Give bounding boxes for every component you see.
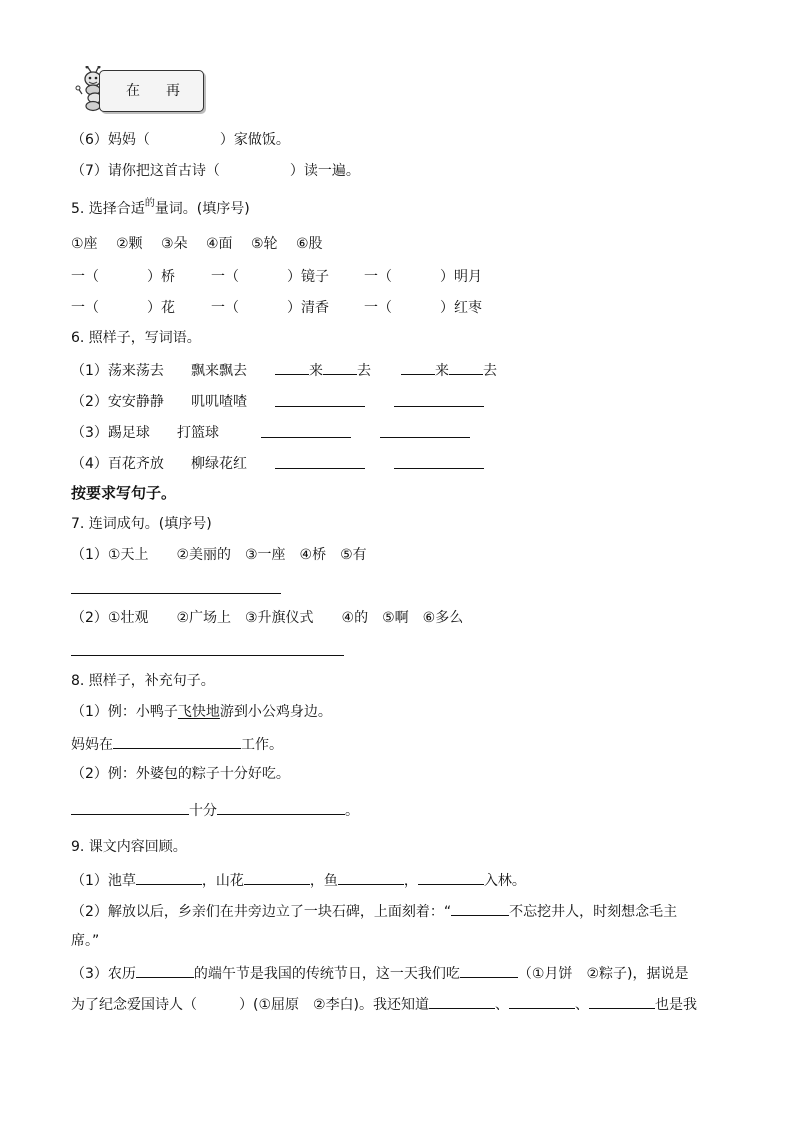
q9-item-1: （1）池草 ，山花 ，鱼 ， 入林。 [71,870,526,890]
fill-blank[interactable] [394,406,484,407]
fill-blank[interactable] [589,994,655,1009]
fill-blank[interactable] [71,800,189,815]
fill-blank[interactable] [380,437,470,438]
q5-row1-item: 一（ ）明月 [364,269,482,285]
q6-row-2-example: 叽叽喳喳 [191,394,247,410]
q7-title: 7. 连词成句。(填序号) [71,516,212,532]
q8-title: 8. 照样子，补充句子。 [71,673,215,689]
fill-blank[interactable] [275,468,365,469]
q8-example-2: （2）例：外婆包的粽子十分好吃。 [71,766,290,782]
q6-title: 6. 照样子，写词语。 [71,330,201,346]
fill-blank[interactable] [113,734,241,749]
answer-line[interactable] [71,655,344,656]
fill-blank[interactable] [275,360,309,375]
q9-item-3: （3）农历 的端午节是我国的传统节日，这一天我们吃 （①月饼 ②粽子)，据说是 [71,963,689,983]
fill-blank[interactable] [338,870,404,885]
q6-row-1-label: （1）荡来荡去 [71,363,164,379]
q8-fill-1: 妈妈在 工作。 [71,734,283,754]
fill-blank[interactable] [509,994,575,1009]
q6-row-3-example: 打篮球 [177,425,219,441]
fill-blank[interactable] [401,360,435,375]
fill-blank[interactable] [275,406,365,407]
word-badge-text [126,80,180,100]
q7-item-1: （1）①天上 ②美丽的 ③一座 ④桥 ⑤有 [71,547,367,563]
q6-row-1-answer-2: 来 去 [401,360,497,380]
badge-word-1: 在 [126,83,140,99]
section-heading: 按要求写句子。 [71,484,177,502]
q6-row-4-label: （4）百花齐放 [71,456,164,472]
q5-row2-item: 一（ ）清香 [211,300,329,316]
answer-line[interactable] [71,593,281,594]
q8-fill-2: 十分 。 [71,800,359,820]
fill-blank[interactable] [451,901,509,916]
fill-blank[interactable] [460,963,518,978]
fill-blank[interactable] [323,360,357,375]
q5-title: 5. 选择合适$^的$量词。(填序号) [71,198,250,217]
q6-row-3-label: （3）踢足球 [71,425,150,441]
fill-blank[interactable] [261,437,351,438]
q9-title: 9. 课文内容回顾。 [71,839,187,855]
fill-blank[interactable] [449,360,483,375]
q7-item-2: （2）①壮观 ②广场上 ③升旗仪式 ④的 ⑤啊 ⑥多么 [71,610,464,626]
q5-row1-item: 一（ ）桥 [71,269,175,285]
fill-blank[interactable] [136,963,194,978]
q9-item-2: （2）解放以后，乡亲们在井旁边立了一块石碑，上面刻着：“ 不忘挖井人，时刻想念毛主 [71,901,677,921]
fill-blank[interactable] [136,870,202,885]
q9-item-2-cont: 席。” [71,933,100,949]
q4-item-7: （7）请你把这首古诗（ ）读一遍。 [71,163,360,179]
q6-row-4-example: 柳绿花红 [191,456,247,472]
fill-blank[interactable] [418,870,484,885]
q6-row-1-example: 飘来飘去 [191,363,247,379]
q9-item-3-cont: 为了纪念爱国诗人（ ）(①屈原 ②李白)。我还知道 、 、 也是我 [71,994,697,1014]
q5-row2-item: 一（ ）花 [71,300,175,316]
q5-options: ①座 ②颗 ③朵 ④面 ⑤轮 ⑥股 [71,236,323,252]
q5-row1-item: 一（ ）镜子 [211,269,329,285]
q6-row-2-label: （2）安安静静 [71,394,164,410]
fill-blank[interactable] [429,994,495,1009]
fill-blank[interactable] [217,800,345,815]
fill-blank[interactable] [394,468,484,469]
q4-item-6: （6）妈妈（ ）家做饭。 [71,132,290,148]
fill-blank[interactable] [244,870,310,885]
q8-example-1: （1）例：小鸭子飞快地游到小公鸡身边。 [71,704,332,720]
badge-word-2: 再 [166,83,180,99]
q6-row-1-answer-1: 来 去 [275,360,371,380]
q5-row2-item: 一（ ）红枣 [364,300,482,316]
